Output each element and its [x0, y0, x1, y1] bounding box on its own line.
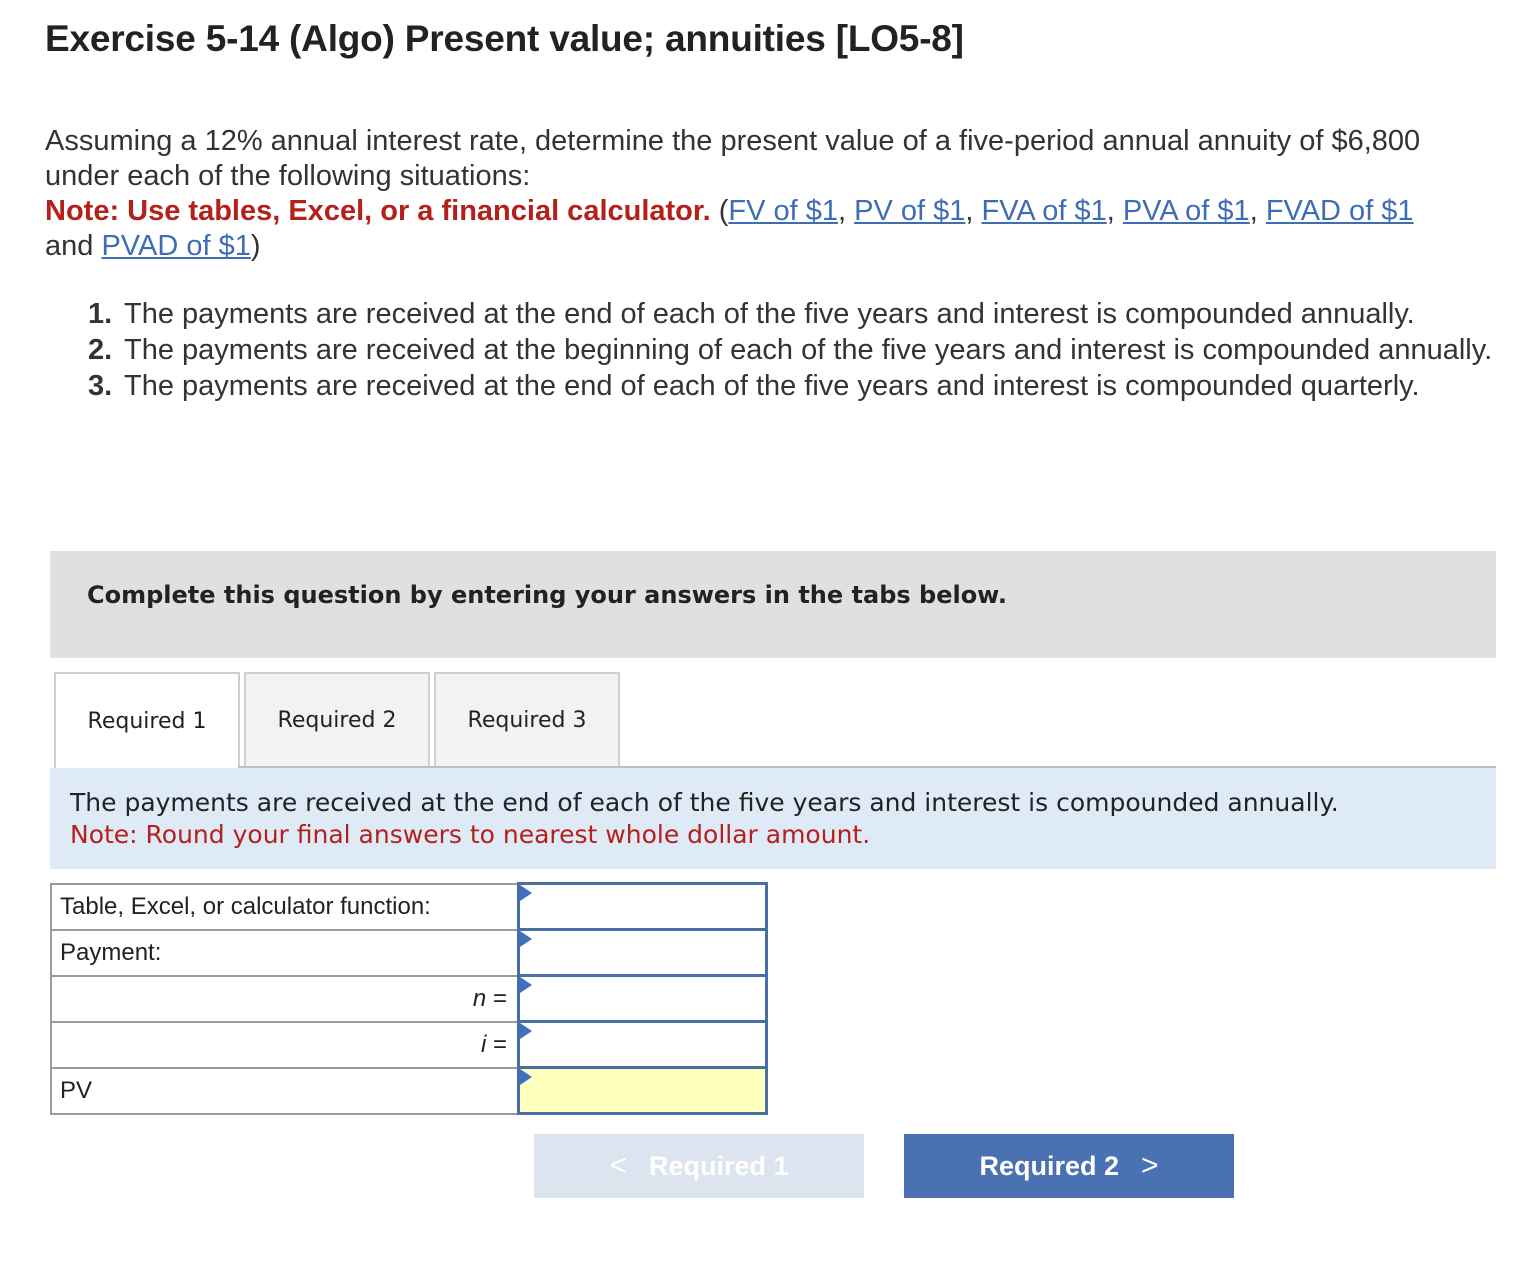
list-item [88, 368, 1508, 404]
separator: , [1106, 195, 1123, 227]
requirements-list [88, 296, 1508, 404]
table-row [51, 1022, 767, 1068]
list-item [88, 296, 1508, 332]
table-row [51, 976, 767, 1022]
i-cell[interactable] [518, 1022, 766, 1068]
equals-sign: = [486, 984, 507, 1012]
page-title: Exercise 5-14 (Algo) Present value; annuities [LO5-8] [45, 18, 964, 59]
list-item [88, 332, 1508, 368]
and-text: and [45, 230, 102, 262]
payment-input[interactable] [520, 931, 765, 974]
dropdown-indicator-icon [520, 1023, 532, 1039]
item-text: The payments are received at the beginning of each of the five years and interest is compounded annually. [124, 334, 1493, 366]
item-number: 3. [88, 370, 113, 402]
banner-text: Complete this question by entering your answers in the tabs below. [87, 581, 1007, 609]
question-intro [45, 124, 1485, 264]
tab-required-1[interactable]: Required 1 [54, 672, 240, 769]
i-variable: i [480, 1030, 487, 1058]
next-button[interactable] [904, 1134, 1234, 1198]
calculator-note: Note: Use tables, Excel, or a financial calculator. [45, 195, 711, 227]
item-text: The payments are received at the end of each of the five years and interest is compounded quarterly. [124, 370, 1420, 402]
table-row [51, 930, 767, 976]
tab-required-3[interactable]: Required 3 [434, 672, 620, 768]
answer-table [50, 882, 768, 1115]
question-text: Assuming a 12% annual interest rate, determine the present value of a five-period annual annuity of $6,800 under each of the following situations: [45, 125, 1421, 192]
item-text: The payments are received at the end of each of the five years and interest is compounded annually. [124, 298, 1415, 330]
link-pva[interactable]: PVA of $1 [1122, 195, 1250, 227]
n-input[interactable] [520, 977, 765, 1020]
function-label: Table, Excel, or calculator function: [51, 884, 518, 930]
payment-cell[interactable] [518, 930, 766, 976]
previous-button[interactable] [534, 1134, 864, 1198]
pv-cell[interactable] [518, 1068, 766, 1114]
equals-sign: = [486, 1030, 507, 1058]
n-cell[interactable] [518, 976, 766, 1022]
instructions-banner [50, 551, 1496, 658]
previous-label: Required 1 [648, 1150, 789, 1181]
payment-label: Payment: [51, 930, 518, 976]
tab-required-2[interactable]: Required 2 [244, 672, 430, 768]
chevron-right-icon: > [1141, 1149, 1159, 1182]
i-input[interactable] [520, 1023, 765, 1066]
function-input[interactable] [520, 885, 765, 928]
tab-instructions [50, 768, 1496, 869]
pv-input[interactable] [520, 1069, 765, 1112]
table-row [51, 1068, 767, 1114]
chevron-left-icon: < [609, 1149, 627, 1182]
separator: , [965, 195, 982, 227]
dropdown-indicator-icon [520, 931, 532, 947]
link-fva[interactable]: FVA of $1 [981, 195, 1107, 227]
n-label [51, 976, 518, 1022]
dropdown-indicator-icon [520, 885, 532, 901]
link-pv[interactable]: PV of $1 [854, 195, 966, 227]
link-fvad[interactable]: FVAD of $1 [1265, 195, 1414, 227]
link-pvad[interactable]: PVAD of $1 [101, 230, 251, 262]
open-paren: ( [718, 195, 729, 227]
i-label [51, 1022, 518, 1068]
separator: , [1249, 195, 1266, 227]
n-variable: n [472, 984, 487, 1012]
function-cell[interactable] [518, 884, 766, 930]
item-number: 1. [88, 298, 113, 330]
link-fv[interactable]: FV of $1 [728, 195, 838, 227]
pv-label: PV [51, 1068, 518, 1114]
item-number: 2. [88, 334, 113, 366]
separator: , [838, 195, 855, 227]
close-paren: ) [250, 230, 261, 262]
dropdown-indicator-icon [520, 1069, 532, 1085]
next-label: Required 2 [979, 1150, 1119, 1181]
table-row [51, 884, 767, 930]
dropdown-indicator-icon [520, 977, 532, 993]
instruction-text: The payments are received at the end of each of the five years and interest is compounded annually. [70, 788, 1339, 817]
rounding-note: Note: Round your final answers to nearest whole dollar amount. [70, 820, 871, 849]
